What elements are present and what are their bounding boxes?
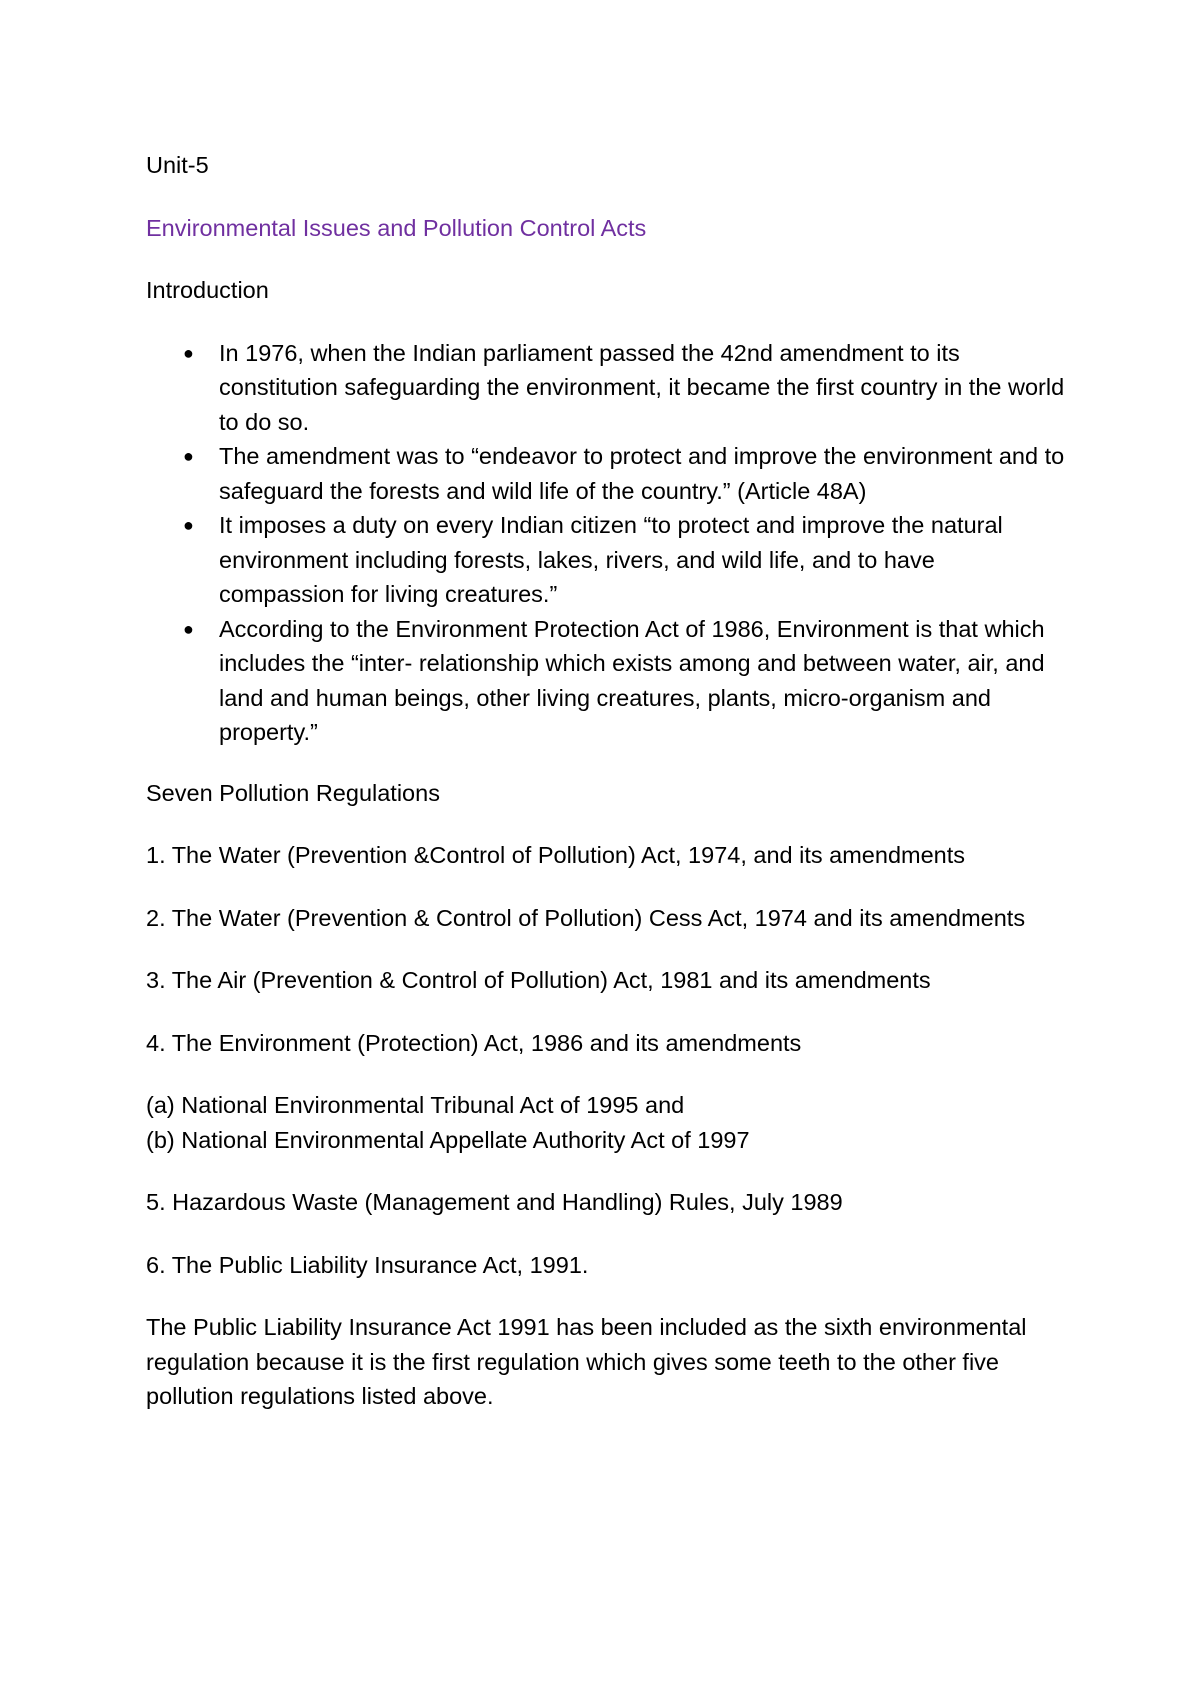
- bullet-icon: ●: [183, 342, 194, 363]
- introduction-heading: Introduction: [146, 277, 269, 303]
- list-item: ● It imposes a duty on every Indian citizen “to protect and improve the natural environment including forests, lakes, rivers, and wild life, and to have compassion for living creatures.”: [146, 508, 1066, 612]
- list-item: ● According to the Environment Protection Act of 1986, Environment is that which includes the “inter- relationship which exists among and between water, air, and land and human beings, other living creatures, plants, micro-organism and property.”: [146, 612, 1066, 750]
- list-item: ● In 1976, when the Indian parliament passed the 42nd amendment to its constitution safeguarding the environment, it became the first country in the world to do so.: [146, 336, 1066, 440]
- regulation-item: 5. Hazardous Waste (Management and Handling) Rules, July 1989: [146, 1189, 843, 1215]
- introduction-list: [146, 336, 1066, 750]
- document-title: Environmental Issues and Pollution Control Acts: [146, 214, 647, 241]
- regulation-item: 1. The Water (Prevention &Control of Pollution) Act, 1974, and its amendments: [146, 842, 966, 868]
- regulation-item: 2. The Water (Prevention & Control of Pollution) Cess Act, 1974 and its amendments: [146, 904, 1026, 931]
- regulation-item: 3. The Air (Prevention & Control of Pollution) Act, 1981 and its amendments: [146, 967, 931, 993]
- unit-label: Unit-5: [146, 152, 209, 178]
- regulation-item: 4. The Environment (Protection) Act, 1986 and its amendments: [146, 1029, 802, 1056]
- document-page: [146, 148, 1066, 1442]
- list-item: ● The amendment was to “endeavor to protect and improve the environment and to safeguard the forests and wild life of the country.” (Article 48A): [146, 439, 1066, 508]
- bullet-icon: ●: [183, 515, 194, 535]
- bullet-icon: ●: [183, 446, 194, 466]
- regulation-item: 6. The Public Liability Insurance Act, 1991.: [146, 1251, 589, 1278]
- bullet-icon: ●: [183, 618, 194, 639]
- regulations-heading: Seven Pollution Regulations: [146, 779, 440, 806]
- regulation-sub-item: (a) National Environmental Tribunal Act of 1995 and: [146, 1092, 685, 1118]
- closing-paragraph: The Public Liability Insurance Act 1991 has been included as the sixth environmental regulation because it is the first regulation which gives some teeth to the other five pollution regulations listed above.: [146, 1314, 1027, 1409]
- regulation-sub-item: (b) National Environmental Appellate Authority Act of 1997: [146, 1126, 750, 1153]
